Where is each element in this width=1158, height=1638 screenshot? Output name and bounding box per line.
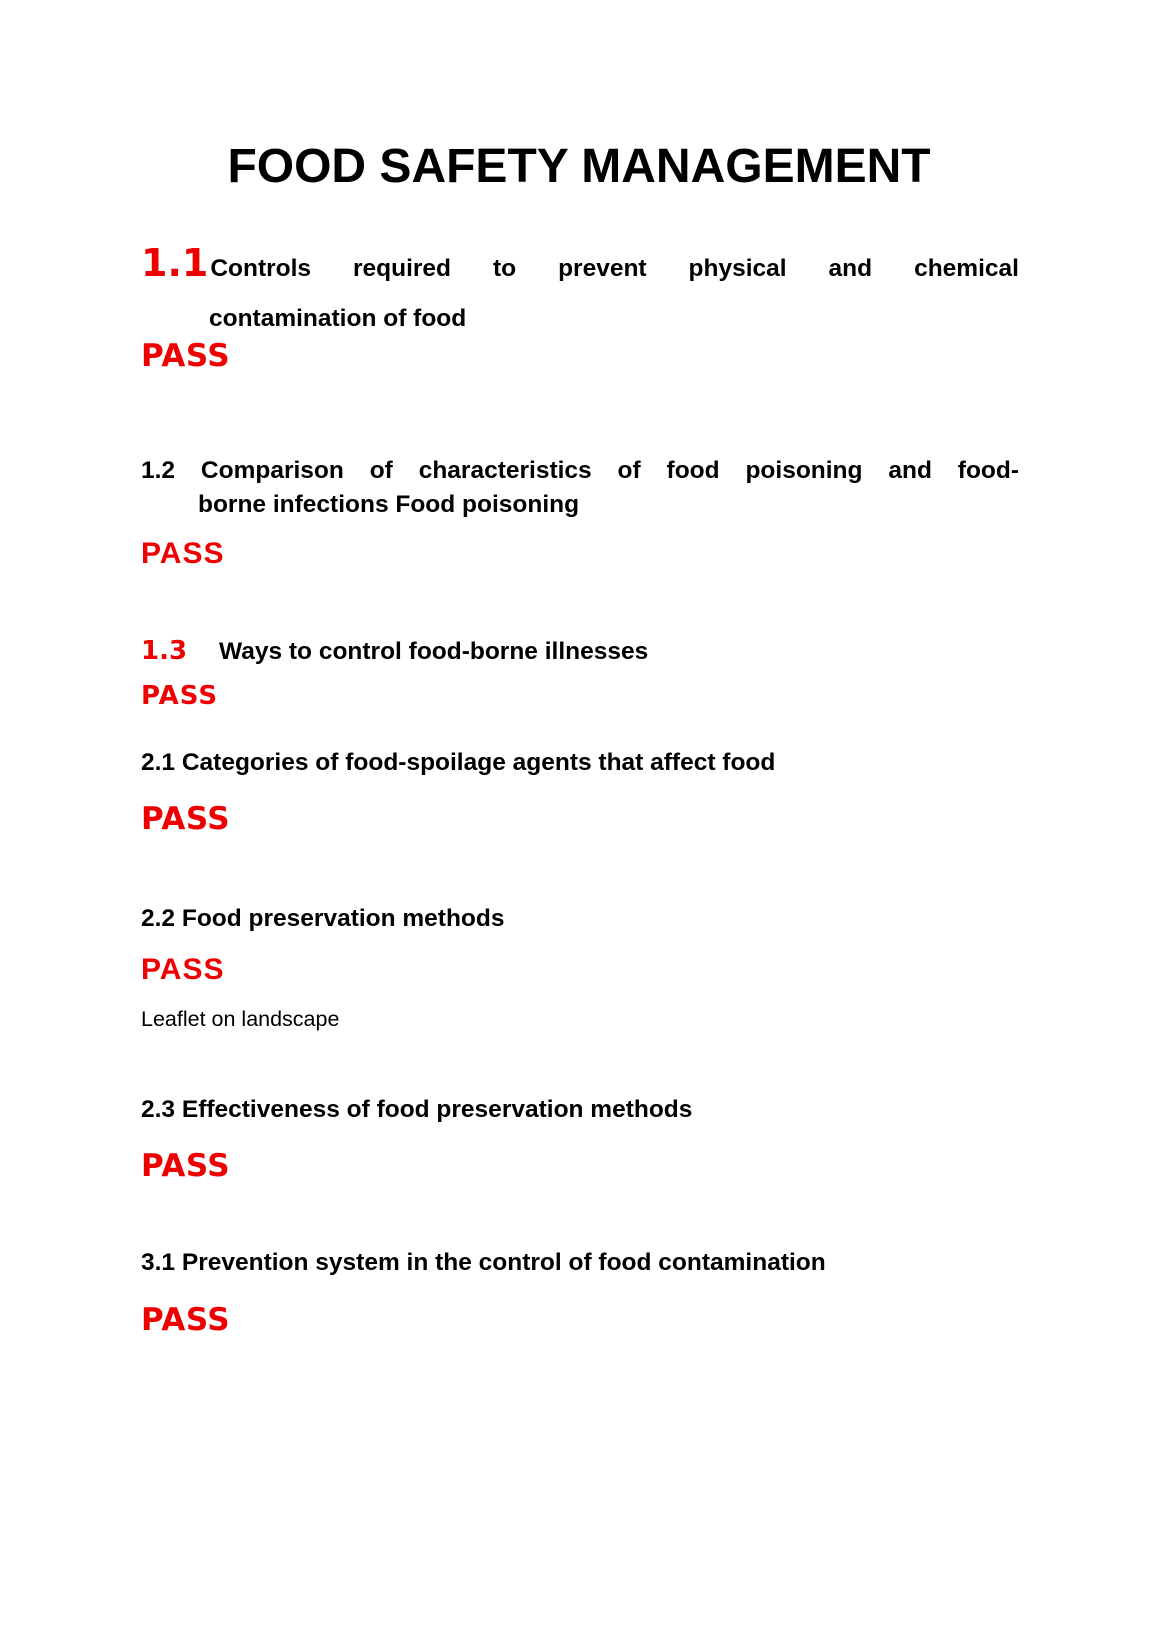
section-1-2-result: PASS bbox=[141, 537, 225, 570]
section-1-1-word: required bbox=[353, 255, 452, 282]
section-2-2-note: Leaflet on landscape bbox=[141, 1007, 340, 1031]
section-1-3-number: 1.3 bbox=[141, 636, 188, 666]
section-1-1-word: Controls bbox=[210, 255, 312, 282]
section-1-1-word: physical bbox=[688, 255, 787, 282]
section-1-1-word: chemical bbox=[914, 255, 1019, 282]
section-1-2-word: and bbox=[888, 457, 932, 484]
section-1-2-heading bbox=[141, 454, 1019, 522]
section-2-1-result: PASS bbox=[141, 801, 231, 837]
section-1-3-text: Ways to control food-borne illnesses bbox=[219, 638, 649, 665]
section-1-2-line-1 bbox=[141, 454, 1019, 488]
section-1-2-word: food bbox=[666, 457, 720, 484]
section-1-2-word: 1.2 bbox=[141, 457, 176, 484]
section-1-2-word: characteristics bbox=[418, 457, 592, 484]
section-2-3-heading: 2.3 Effectiveness of food preservation methods bbox=[141, 1096, 693, 1123]
section-2-2-heading: 2.2 Food preservation methods bbox=[141, 905, 505, 932]
section-1-2-word: food- bbox=[957, 457, 1019, 484]
section-2-3-result: PASS bbox=[141, 1148, 231, 1184]
section-1-2-word: of bbox=[369, 457, 393, 484]
section-1-2-word: poisoning bbox=[745, 457, 863, 484]
section-1-1-word: to bbox=[492, 255, 517, 282]
section-3-1-heading: 3.1 Prevention system in the control of food contamination bbox=[141, 1249, 826, 1276]
section-1-1-line-1 bbox=[141, 238, 1019, 294]
section-1-1-result: PASS bbox=[141, 338, 231, 374]
section-1-1-word: and bbox=[828, 255, 873, 282]
section-1-3-heading bbox=[141, 634, 1019, 669]
section-2-1-heading: 2.1 Categories of food-spoilage agents that affect food bbox=[141, 749, 776, 776]
document-title: FOOD SAFETY MANAGEMENT bbox=[227, 140, 931, 193]
section-1-2-line-2: borne infections Food poisoning bbox=[198, 491, 580, 518]
section-3-1-result: PASS bbox=[141, 1302, 231, 1338]
section-1-1-line-2: contamination of food bbox=[209, 305, 467, 332]
section-1-1-word: prevent bbox=[558, 255, 647, 282]
section-2-2-result: PASS bbox=[141, 953, 225, 986]
section-1-3-result: PASS bbox=[141, 681, 219, 711]
section-1-1-heading bbox=[141, 238, 1019, 344]
section-1-2-word: Comparison bbox=[200, 457, 344, 484]
section-1-1-number: 1.1 bbox=[141, 241, 209, 285]
section-1-2-word: of bbox=[617, 457, 641, 484]
